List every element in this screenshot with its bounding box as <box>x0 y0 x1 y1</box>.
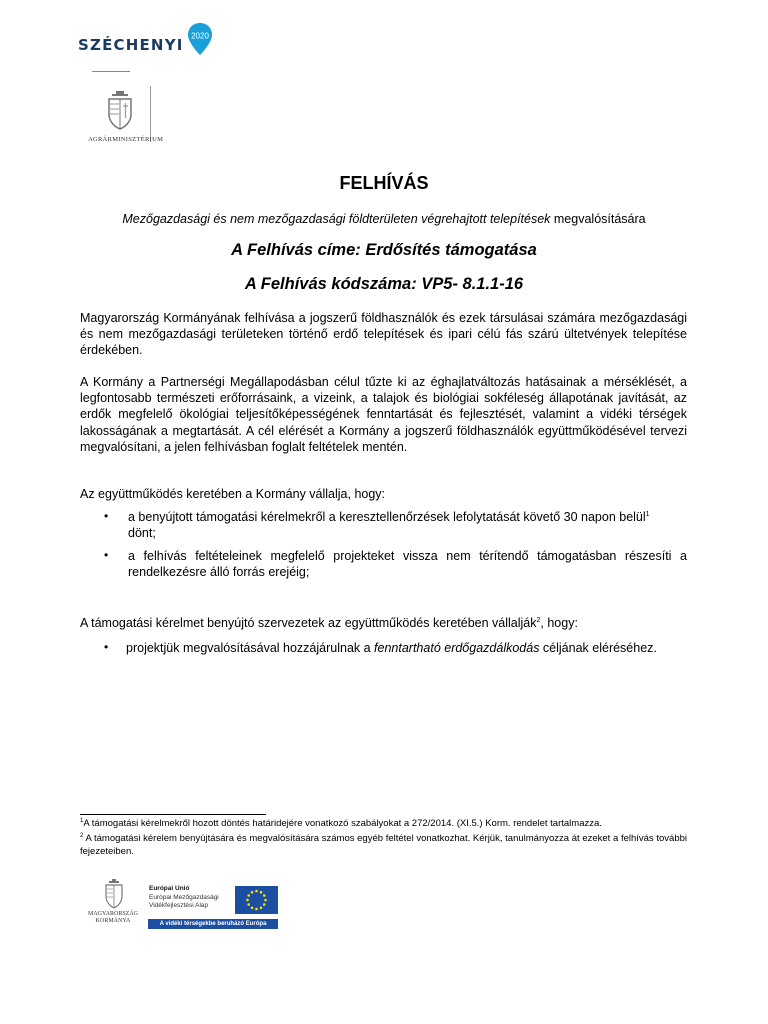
eu-fund-line2: Vidékfejlesztési Alap <box>149 902 209 909</box>
eu-star <box>260 891 263 894</box>
footnote-2-number: 2 <box>80 832 84 839</box>
footnote-2 <box>80 833 687 858</box>
bullet-marker: • <box>104 640 109 654</box>
paragraph-applicant-commitments <box>80 615 687 631</box>
bullet-3-post: céljának eléréséhez. <box>539 641 657 655</box>
government-name-line2: KORMÁNYA <box>95 918 131 924</box>
paragraph-4-text: A támogatási kérelmet benyújtó szervezetek az együttműködés keretében vállalják <box>80 616 537 630</box>
paragraph-government-commitments: Az együttműködés keretében a Kormány vállalja, hogy: <box>80 487 386 501</box>
ministry-name: AGRÁRMINISZTÉRIUM <box>88 136 164 143</box>
eu-star <box>264 899 267 902</box>
eu-star <box>251 906 254 909</box>
bullet-item-sustainable-forestry <box>126 640 685 656</box>
subtitle-rest: megvalósítására <box>550 212 646 226</box>
coat-of-arms-icon <box>103 878 125 910</box>
paragraph-4-end: , hogy: <box>540 616 578 630</box>
eu-flag-icon <box>235 886 278 914</box>
ministry-divider <box>150 86 151 142</box>
eu-star <box>251 891 254 894</box>
eu-star <box>263 894 266 897</box>
eu-star <box>263 903 266 906</box>
bullet-marker: • <box>104 509 109 523</box>
bullet-item-funding: a felhívás feltételeinek megfelelő projekteket vissza nem térítendő támogatásban részesíti a rendelkezésre álló forrás erejéig; <box>128 549 687 580</box>
government-name-line1: MAGYARORSZÁG <box>88 911 139 917</box>
eu-star <box>247 903 250 906</box>
szechenyi-wordmark: SZÉCHENYI <box>78 36 184 54</box>
footnote-1-text: A támogatási kérelmekről hozott döntés határidejére vonatkozó szabályokat a 272/2014. (XI.5.) Korm. rendelet tartalmazza. <box>83 818 602 829</box>
eu-fund-label <box>149 885 219 911</box>
location-pin-icon <box>187 22 213 56</box>
eu-star <box>255 908 258 911</box>
paragraph-goals: A Kormány a Partnerségi Megállapodásban célul tűzte ki az éghajlatváltozás hatásainak a mérséklését, a legfontosabb természeti erőforrásaink, a vizeink, a talajok és biológiai sokféleség állapotának javítását, az erdők megfelelő ökológiai teljesítőképességének fenntartását és fejlesztését, valamint a vidéki térségek lakosságának a megtartását. A cél elérését a Kormány a jogszerű földhasználók együttműködésével tervezi megvalósítani, a jelen felhívásban foglalt feltételek mentén. <box>80 375 687 454</box>
header-divider <box>92 71 130 72</box>
bullet-item-decision <box>128 509 687 541</box>
government-name <box>88 911 138 925</box>
ministry-logo <box>88 86 164 146</box>
subtitle-italic: Mezőgazdasági és nem mezőgazdasági földterületen végrehajtott telepítések <box>122 212 551 226</box>
footnote-1-number: 1 <box>80 817 84 824</box>
eu-name: Európai Unió <box>149 885 190 892</box>
szechenyi-2020-logo <box>78 28 213 62</box>
eu-star <box>247 894 250 897</box>
footnote-separator <box>80 814 266 815</box>
footnote-ref-1: 1 <box>645 510 650 518</box>
szechenyi-year: 2020 <box>190 31 209 41</box>
footnote-1 <box>80 818 687 831</box>
bullet-3-italic: fenntartható erdőgazdálkodás <box>374 641 540 655</box>
document-subtitle <box>0 212 768 226</box>
eu-star <box>246 899 249 902</box>
eu-slogan-band: A vidéki térségekbe beruházó Európa <box>148 919 278 929</box>
coat-of-arms-icon <box>98 88 142 132</box>
footnote-ref-2: 2 <box>536 616 541 624</box>
paragraph-intro: Magyarország Kormányának felhívása a jogszerű földhasználók és ezek társulásai számára mezőgazdasági és nem mezőgazdasági területeken történő erdő telepítések és ipari célú fás szárú ültetvények telepítése érdekében. <box>80 311 687 358</box>
footnote-2-text: A támogatási kérelem benyújtására és megvalósítására számos egyéb feltétel vonatkozhat. Kérjük, tanulmányozza át ezeket a felhívás további fejezeteiben. <box>80 833 687 857</box>
eu-fund-line1: Európai Mezőgazdasági <box>149 893 219 901</box>
call-title: A Felhívás címe: Erdősítés támogatása <box>231 241 537 259</box>
eu-star <box>260 906 263 909</box>
bullet-3-pre: projektjük megvalósításával hozzájárulnak a <box>126 641 375 655</box>
call-code: A Felhívás kódszáma: VP5- 8.1.1-16 <box>244 275 524 293</box>
bullet-marker: • <box>104 548 109 562</box>
hungarian-government-logo <box>88 878 138 930</box>
eu-star <box>255 890 258 893</box>
document-title: FELHÍVÁS <box>339 173 429 193</box>
bullet-1-end: dönt; <box>128 526 156 541</box>
bullet-1-text: a benyújtott támogatási kérelmekről a keresztellenőrzések lefolytatását követő 30 napon belül <box>128 510 646 524</box>
